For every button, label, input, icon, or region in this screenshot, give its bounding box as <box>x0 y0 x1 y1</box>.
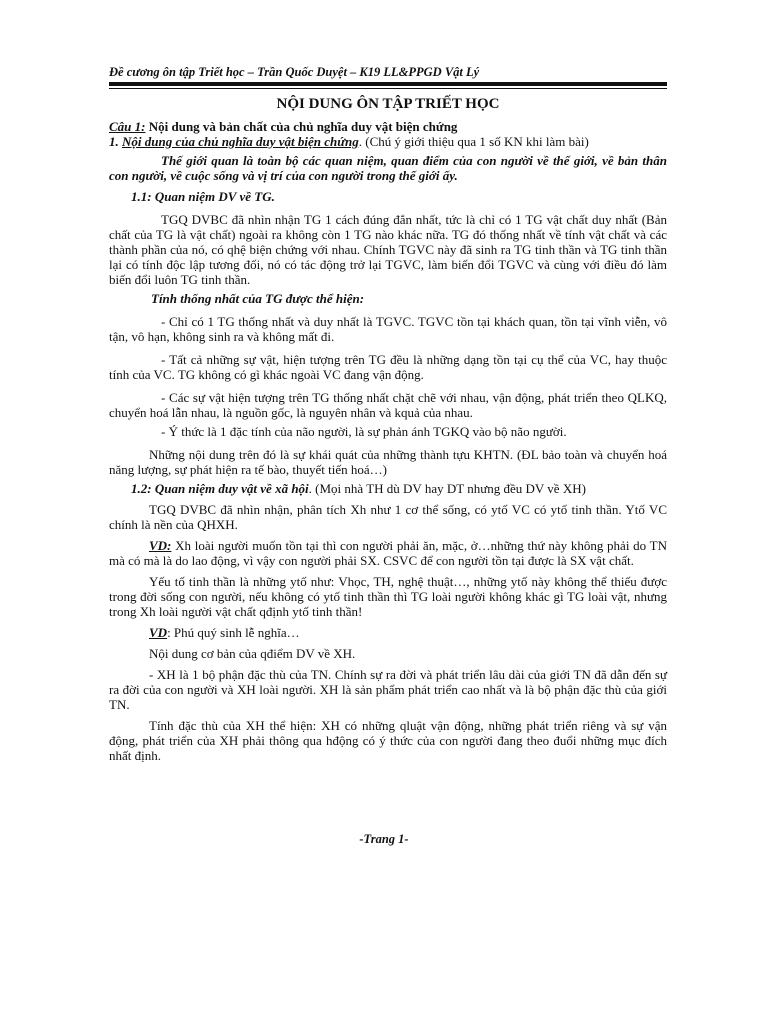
subsection-1-2-heading <box>109 481 667 496</box>
page-title: NỘI DUNG ÔN TẬP TRIẾT HỌC <box>276 96 500 112</box>
paragraph-6: - XH là 1 bộ phận đặc thù của TN. Chính sự ra đời và phát triển lâu dài của giới TN đã dẫn đến sự ra đời của con người và XH loài người. XH là sản phẩm phát triển cao nhất và là bộ phận đặc thù của giới TN. <box>109 667 667 712</box>
subsection-1-2-label: 1.2: Quan niệm duy vật về xã hội <box>131 481 309 496</box>
paragraph-7: Tính đặc thù của XH thể hiện: XH có những qluật vận động, những phát triển riêng và sự vận động, phát triển của XH phải thông qua hđộng có ý thức của con người đang theo đuổi những mục đích nhất định. <box>109 718 667 763</box>
section-1-number: 1. <box>109 134 122 149</box>
subsection-1-1-heading: 1.1: Quan niệm DV về TG. <box>131 189 275 204</box>
definition-paragraph: Thế giới quan là toàn bộ các quan niệm, quan điểm của con người về thế giới, về bản thân con người, về cuộc sống và vị trí của con người trong thế giới ấy. <box>109 153 667 183</box>
section-1-note: . (Chú ý giới thiệu qua 1 số KN khi làm bài) <box>358 134 589 149</box>
page-footer: -Trang 1- <box>359 832 409 846</box>
question-1-heading <box>109 119 667 134</box>
question-1-text: Nội dung và bản chất của chủ nghĩa duy vật biện chứng <box>145 119 458 134</box>
header-rule-thick <box>109 82 667 86</box>
paragraph-5: Nội dung cơ bản của qđiểm DV về XH. <box>149 646 356 661</box>
section-1-label: Nội dung của chủ nghĩa duy vật biện chứng <box>122 134 359 149</box>
document-body <box>109 93 667 763</box>
bullet-item: - Tất cả những sự vật, hiện tượng trên TG đều là những dạng tồn tại cụ thể của VC, hay thuộc tính của VC. TG không có gì khác ngoài VC đang vận động. <box>109 352 667 382</box>
bullet-item: - Các sự vật hiện tượng trên TG thống nhất chặt chẽ với nhau, vận động, phát triển theo QLKQ, chuyển hoá lẫn nhau, là nguồn gốc, là nguyên nhân và kquả của nhau. <box>109 390 667 420</box>
subsection-1-2-note: . (Mọi nhà TH dù DV hay DT nhưng đều DV về XH) <box>308 481 586 496</box>
paragraph-2: Những nội dung trên đó là sự khái quát của những thành tựu KHTN. (ĐL bảo toàn và chuyển hoá năng lượng, sự phát hiện ra tế bào, thuyết tiến hoá…) <box>109 447 667 477</box>
example-1 <box>109 538 667 568</box>
example-1-label: VD: <box>149 538 172 553</box>
example-2-label: VD <box>149 625 168 640</box>
paragraph-1: TGQ DVBC đã nhìn nhận TG 1 cách đúng đắn nhất, tức là chỉ có 1 TG vật chất duy nhất (Bản chất của TG là vật chất) ngoài ra không còn 1 TG nào khác nữa. TG đó thống nhất về tính vật chất và các thành phần của nó, có qhệ biện chứng với nhau. Chính TGVC này đã sinh ra TG tinh thần và TG tinh thần lại có tính độc lập tương đối, nó có tác động trở lại TGVC, làm biến đổi TGVC và cùng với điều đó làm biến đổi luôn TG tinh thần. <box>109 212 667 287</box>
paragraph-4: Yếu tố tinh thần là những ytố như: Vhọc, TH, nghệ thuật…, những ytố này không thể thiếu được trong đời sống con người, nếu không có ytố tinh thần thì TG loài người không khác gì TG loài vật, nhưng trong Xh loài người vật chất qđịnh ytố tinh thần! <box>109 574 667 619</box>
unity-heading: Tính thống nhất của TG được thể hiện: <box>151 291 365 306</box>
example-2-text: : Phú quý sinh lễ nghĩa… <box>167 625 300 640</box>
paragraph-3: TGQ DVBC đã nhìn nhận, phân tích Xh như 1 cơ thể sống, có ytố VC có ytố tinh thần. Ytố VC chính là nền của QHXH. <box>109 502 667 532</box>
section-1-heading <box>109 134 667 149</box>
running-header: Đề cương ôn tập Triết học – Trần Quốc Duyệt – K19 LL&PPGD Vật Lý <box>109 65 480 79</box>
question-1-label: Câu 1: <box>109 119 146 134</box>
bullet-item: - Ý thức là 1 đặc tính của não người, là sự phản ánh TGKQ vào bộ não người. <box>161 424 567 439</box>
bullet-item: - Chỉ có 1 TG thống nhất và duy nhất là TGVC. TGVC tồn tại khách quan, tồn tại vĩnh viễn, vô tận, vô hạn, không sinh ra và không mất đi. <box>109 314 667 344</box>
example-1-text: Xh loài người muốn tồn tại thì con người phải ăn, mặc, ở…những thứ này không phải do TN mà có mà là do lao động, vì vậy con người phải SX. CSVC để con người tồn tại được là SX vật chất. <box>109 538 667 568</box>
header-rule-thin <box>109 88 667 89</box>
example-2 <box>109 625 667 640</box>
